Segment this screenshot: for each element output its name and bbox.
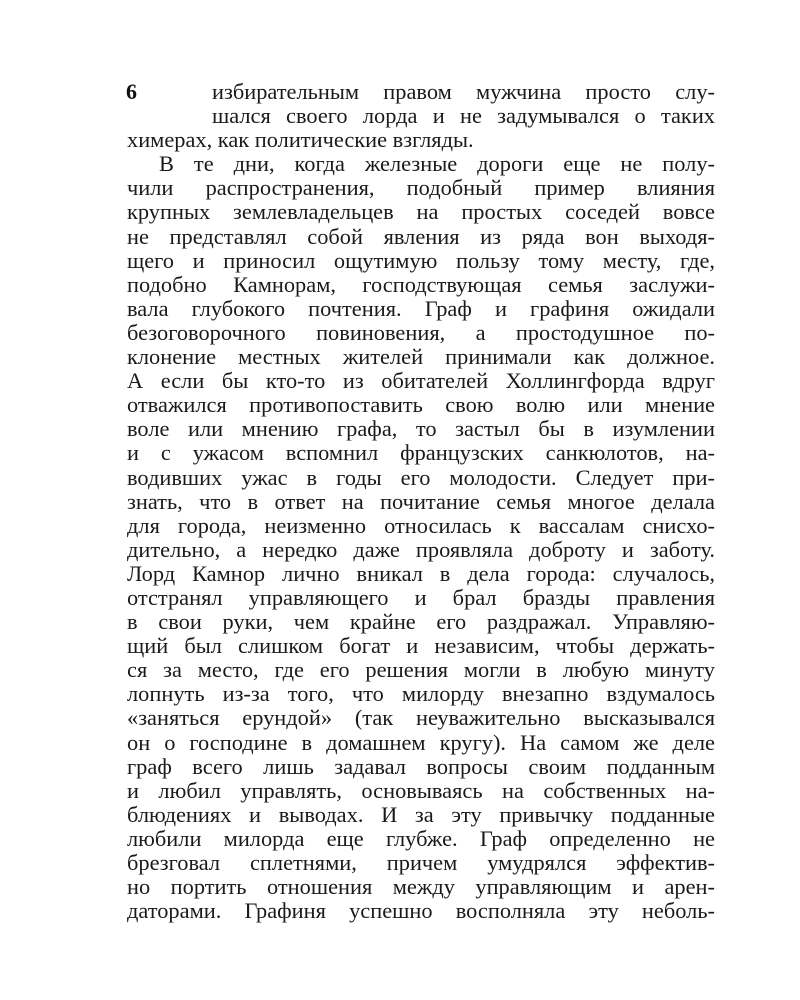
text-line: щий был слишком богат и независим, чтобы держать- [127,634,715,659]
text-line: шался своего лорда и не задумывался о таких [212,104,715,129]
text-line: лопнуть из-за того, что милорду внезапно вздумалось [127,682,715,707]
text-line: граф всего лишь задавал вопросы своим подданным [127,754,715,779]
text-line: отстранял управляющего и брал бразды правления [127,585,715,610]
text-line: химерах, как политические взгляды. [127,128,474,153]
text-line: щего и приносил ощутимую пользу тому месту, где, [127,248,715,273]
text-line: А если бы кто-то из обитателей Холлингфорда вдруг [127,369,715,394]
text-line: не представлял собой явления из ряда вон выходя- [127,224,715,249]
text-line: и любил управлять, основываясь на собственных на- [127,778,715,803]
text-line: для города, неизменно относилась к вассалам снисхо- [127,513,715,538]
text-line: Лорд Камнор лично вникал в дела города: случалось, [127,561,715,586]
text-line: избирательным правом мужчина просто слу- [212,80,715,104]
text-line: подобно Камнорам, господствующая семья заслужи- [127,272,715,297]
text-line: любили милорда еще глубже. Граф определенно не [127,826,715,851]
text-line: крупных землевладельцев на простых соседей вовсе [127,200,715,225]
text-line: дительно, а нередко даже проявляла доброту и заботу. [127,537,715,562]
text-line: брезговал сплетнями, причем умудрялся эффектив- [127,851,715,875]
body-text [127,80,715,923]
text-line: но портить отношения между управляющим и арен- [127,875,715,900]
text-line: чили распространения, подобный пример влияния [127,176,715,201]
text-line: он о господине в домашнем кругу). На самом же деле [127,730,715,755]
text-line: даторами. Графиня успешно восполняла эту неболь- [127,899,715,924]
text-line: воле или мнению графа, то застыл бы в изумлении [127,417,715,442]
text-line: и с ужасом вспомнил французских санкюлотов, на- [127,441,715,466]
text-line: водивших ужас в годы его молодости. Следует при- [127,465,715,490]
text-line: клонение местных жителей принимали как должное. [127,345,715,370]
text-line: «заняться ерундой» (так неуважительно высказывался [127,706,715,731]
text-line: В те дни, когда железные дороги еще не полу- [159,152,715,177]
text-line: безоговорочного повиновения, а простодушное по- [127,320,715,345]
text-line: в свои руки, чем крайне его раздражал. Управляю- [127,610,715,635]
text-line: отважился противопоставить свою волю или мнение [127,393,715,418]
page-number: 6 [126,79,137,104]
text-line: ся за место, где его решения могли в любую минуту [127,658,715,683]
text-line: блюдениях и выводах. И за эту привычку подданные [127,802,715,827]
text-line: вала глубокого почтения. Граф и графиня ожидали [127,296,715,321]
text-line: знать, что в ответ на почитание семья многое делала [127,489,715,514]
